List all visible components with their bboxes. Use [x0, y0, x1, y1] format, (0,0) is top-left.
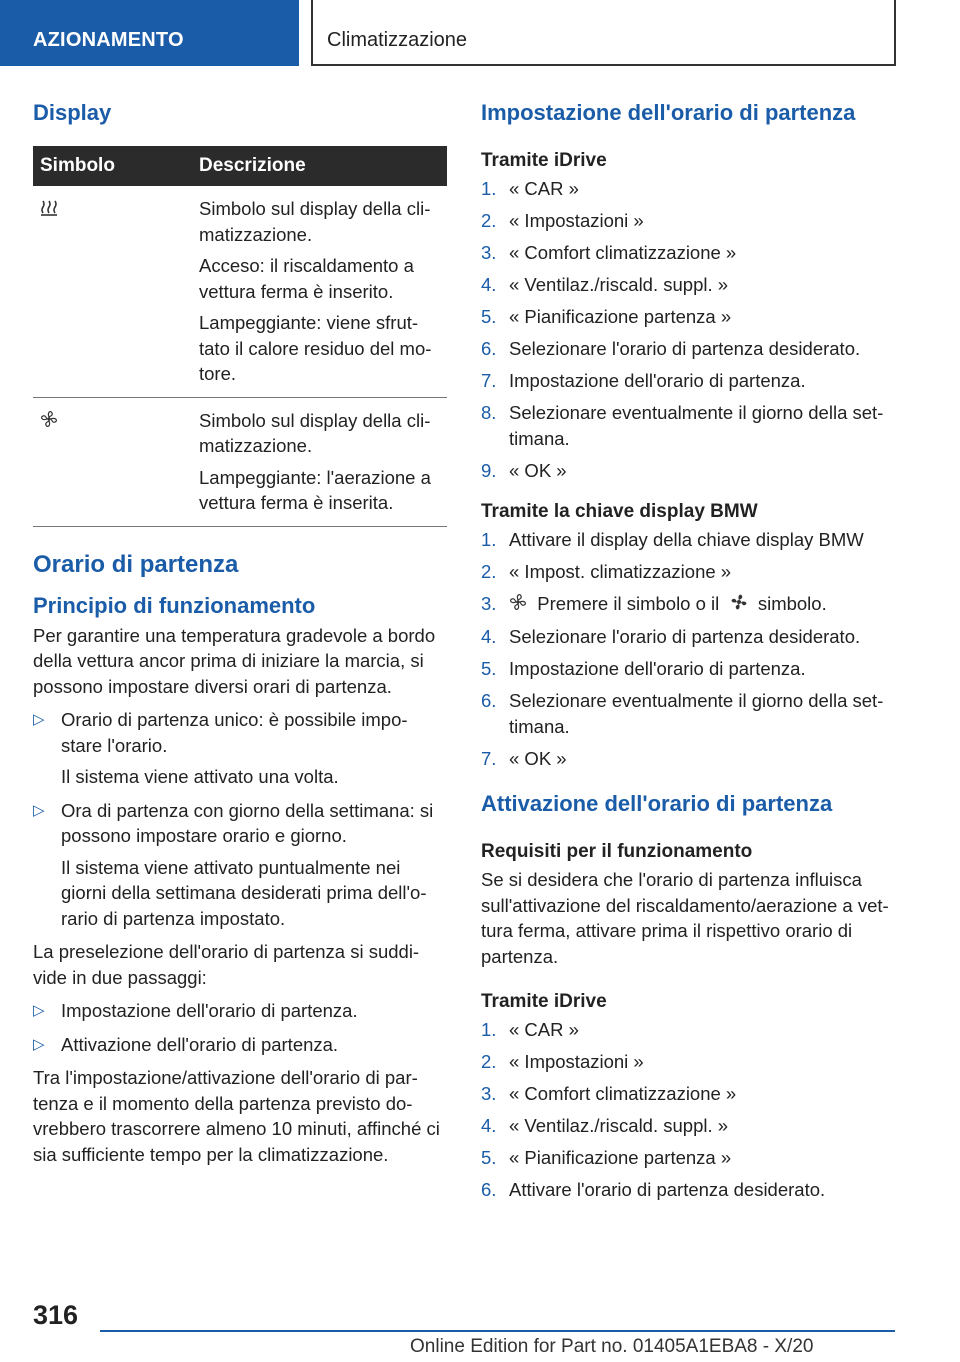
step-text: Selezionare eventualmente il giorno della set-timana.: [509, 690, 884, 737]
list-item: 6. Selezionare eventualmente il giorno della set-timana.: [481, 690, 884, 737]
description-text: Lampeggiante: l'aerazione a vettura ferma è inserita.: [199, 466, 431, 513]
principle-heading: Principio di funzionamento: [33, 592, 316, 618]
fan-icon: [40, 409, 58, 435]
description-text: Lampeggiante: viene sfrut-tato il calore residuo del mo-tore.: [199, 312, 432, 384]
list-item: 5. « Pianificazione partenza »: [481, 1147, 732, 1169]
step-text: « Ventilaz./riscald. suppl. »: [509, 274, 729, 295]
preselection-paragraph: La preselezione dell'orario di partenza si suddi-vide in due passaggi:: [33, 941, 420, 988]
list-item: 2. « Impostazioni »: [481, 210, 644, 231]
left-column: [33, 100, 447, 1167]
setting-heading: Impostazione dell'orario di partenza: [481, 100, 856, 125]
idrive2-subheading: Tramite iDrive: [481, 991, 607, 1013]
list-item: 2. « Impostazioni »: [481, 1051, 644, 1073]
step-text: « Impostazioni »: [509, 210, 644, 231]
page-header: [0, 0, 960, 66]
list-item-text: Orario di partenza unico: è possibile impo-stare l'orario.: [61, 709, 408, 756]
list-item: 1. « CAR »: [481, 178, 579, 199]
step-text: « CAR »: [509, 1019, 579, 1041]
step-text: Premere il simbolo o il: [537, 593, 720, 614]
description-cell: [199, 397, 447, 526]
list-item: 9. « OK »: [481, 459, 567, 481]
step-text: « CAR »: [509, 178, 579, 199]
section-tab: AZIONAMENTO: [0, 0, 299, 66]
list-item: [33, 1032, 447, 1058]
intro-paragraph: Per garantire una temperatura gradevole a bordo della vettura ancor prima di iniziare la marcia, si possono impostare diversi orari di partenza.: [33, 624, 436, 697]
list-item: 3. Premere il simbolo o il simbolo.: [481, 591, 895, 618]
heating-fan-icon: [730, 592, 748, 618]
list-item-text: Attivazione dell'orario di partenza.: [61, 1033, 339, 1055]
display-heading: Display: [33, 100, 112, 125]
departure-heading: Orario di partenza: [33, 550, 239, 578]
symbol-table: [33, 146, 447, 527]
step-text: « Comfort climatizzazione »: [509, 242, 737, 263]
list-item: 6. Attivare l'orario di partenza desiderato.: [481, 1179, 826, 1201]
list-item: 5. « Pianificazione partenza »: [481, 306, 732, 327]
chapter-title: Climatizzazione: [311, 0, 896, 66]
list-item: 1. Attivare il display della chiave display BMW: [481, 529, 864, 550]
activation-heading: Attivazione dell'orario di partenza: [481, 791, 833, 817]
triangle-bullet-icon: ▷: [33, 711, 45, 728]
symbol-cell: [33, 397, 199, 526]
table-row: [33, 397, 447, 526]
triangle-bullet-icon: ▷: [33, 1035, 45, 1053]
key-steps-list: [481, 527, 895, 771]
list-item: 2. « Impost. climatizzazione »: [481, 561, 732, 582]
list-item: 4. Selezionare l'orario di partenza desiderato.: [481, 626, 861, 648]
step-text: « OK »: [509, 459, 567, 481]
list-item: 3. « Comfort climatizzazione »: [481, 242, 737, 263]
list-item: 7. « OK »: [481, 747, 567, 769]
list-item: 5. Impostazione dell'orario di partenza.: [481, 658, 806, 680]
description-text: Simbolo sul display della cli-matizzazione.: [199, 198, 431, 245]
requirements-paragraph: Se si desidera che l'orario di partenza influisca sull'attivazione del riscaldamento/aerazione a vet-tura ferma, attivare prima il rispettivo orario di partenza.: [481, 869, 889, 967]
step-text: « Ventilaz./riscald. suppl. »: [509, 1115, 729, 1137]
footer-divider: [100, 1330, 895, 1332]
edition-text: Online Edition for Part no. 01405A1EBA8 - X/20: [410, 1336, 814, 1357]
list-item: 1. « CAR »: [481, 1019, 579, 1041]
list-item-subtext: Il sistema viene attivato puntualmente nei giorni della settimana desiderati prima dell'o-rario di partenza impostato.: [61, 856, 427, 929]
list-item: 8. Selezionare eventualmente il giorno della set-timana.: [481, 402, 884, 449]
closing-paragraph: Tra l'impostazione/attivazione dell'orario di par-tenza e il momento della partenza previsto do-vrebbero trascorrere almeno 10 minuti, affinché ci sia sufficiente tempo per la climatizzazione.: [33, 1067, 440, 1165]
list-item: [33, 798, 447, 932]
page-number: 316: [33, 1300, 79, 1330]
list-item-text: Impostazione dell'orario di partenza.: [61, 1000, 358, 1021]
step-text: Impostazione dell'orario di partenza.: [509, 370, 806, 391]
step-text: « Pianificazione partenza »: [509, 1147, 732, 1169]
step-text: Impostazione dell'orario di partenza.: [509, 658, 806, 680]
step-text: « OK »: [509, 747, 567, 769]
step-text: Attivare il display della chiave display BMW: [509, 529, 864, 550]
heating-icon: [40, 197, 58, 223]
description-text: Acceso: il riscaldamento a vettura ferma è inserito.: [199, 255, 414, 302]
table-header-row: [33, 146, 447, 186]
step-text: Attivare l'orario di partenza desiderato.: [509, 1179, 826, 1201]
list-item: [33, 707, 447, 790]
idrive-subheading: Tramite iDrive: [481, 150, 607, 171]
list-item: 4. « Ventilaz./riscald. suppl. »: [481, 1115, 729, 1137]
step-text: « Impostazioni »: [509, 1051, 644, 1073]
right-column: [481, 100, 895, 1209]
triangle-bullet-icon: ▷: [33, 1002, 45, 1019]
departure-type-list: [33, 707, 447, 931]
requirements-subheading: Requisiti per il funzionamento: [481, 841, 753, 863]
fan-icon: [509, 592, 527, 618]
list-item: [33, 998, 447, 1024]
column-header-description: Descrizione: [199, 146, 447, 186]
step-text: « Comfort climatizzazione »: [509, 1083, 737, 1105]
triangle-bullet-icon: ▷: [33, 801, 45, 819]
list-item: 6. Selezionare l'orario di partenza desiderato.: [481, 338, 861, 359]
step-text: Selezionare eventualmente il giorno della set-timana.: [509, 402, 884, 449]
symbol-cell: [33, 186, 199, 397]
list-item-subtext: Il sistema viene attivato una volta.: [61, 766, 339, 787]
list-item: 4. « Ventilaz./riscald. suppl. »: [481, 274, 729, 295]
list-item: 3. « Comfort climatizzazione »: [481, 1083, 737, 1105]
table-row: [33, 186, 447, 397]
column-header-symbol: Simbolo: [33, 146, 199, 186]
list-item: 7. Impostazione dell'orario di partenza.: [481, 370, 806, 391]
step-text: « Impost. climatizzazione »: [509, 561, 732, 582]
step-text: simbolo.: [757, 593, 827, 614]
description-cell: [199, 186, 447, 397]
activation-steps-list: [481, 1017, 895, 1203]
step-text: Selezionare l'orario di partenza desiderato.: [509, 626, 861, 648]
list-item-text: Ora di partenza con giorno della settimana: si possono impostare orario e giorno.: [61, 799, 434, 846]
step-text: Selezionare l'orario di partenza desiderato.: [509, 338, 861, 359]
key-subheading: Tramite la chiave display BMW: [481, 501, 758, 522]
steps-overview-list: [33, 998, 447, 1057]
idrive-steps-list: [481, 176, 895, 483]
step-text: « Pianificazione partenza »: [509, 306, 732, 327]
description-text: Simbolo sul display della cli-matizzazione.: [199, 409, 431, 456]
